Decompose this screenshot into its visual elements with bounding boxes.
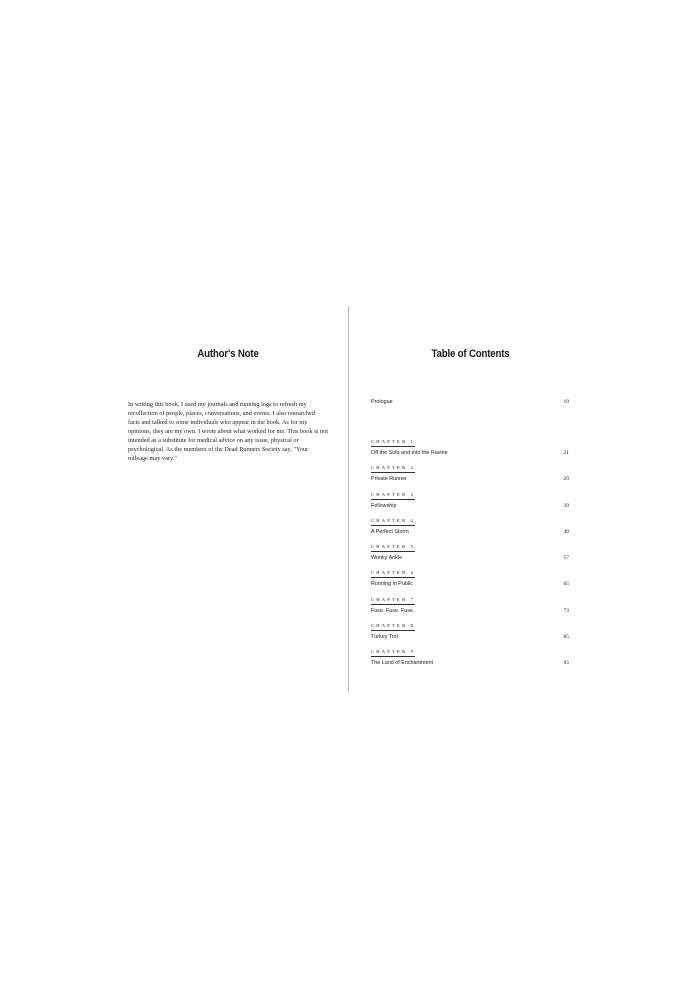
toc-entry-page: 39 (563, 502, 569, 509)
chapter-label: CHAPTER 5 (371, 544, 415, 552)
toc-entry-chapter-1[interactable] (371, 430, 570, 456)
toc-entry-page: 29 (563, 476, 569, 483)
toc-entry-title: Running in Public (371, 581, 413, 588)
toc-entry-title: Fuse. Fuse. Fuse. (371, 607, 415, 614)
toc-heading: Table of Contents (431, 348, 510, 360)
toc-entry-chapter-5[interactable] (371, 535, 570, 561)
toc-entry-title: Turkey Trot (371, 634, 399, 641)
toc-entry-title: Wonky Ankle (371, 555, 403, 562)
chapter-label: CHAPTER 8 (371, 623, 415, 631)
toc-entry-page: 85 (563, 634, 569, 641)
toc-entry-title: The Land of Enchantment (371, 660, 434, 667)
toc-entry-chapter-7[interactable] (371, 588, 570, 614)
toc-entry-chapter-4[interactable] (371, 509, 570, 535)
toc-entry-chapter-6[interactable] (371, 561, 570, 587)
authors-note-body: In writing this book, I used my journals and running logs to refresh my recollection of people, places, conversations, and events. I also researched facts and talked to some individuals who appear in the book. As for my opinions, they are my own. I wrote about what worked for me. This book is not intended as a substitute for medical advice on any issue, physical or psychological. As the members of the Dead Runners Society say, "Your mileage may vary." (128, 401, 328, 462)
toc-entry-chapter-3[interactable] (371, 483, 570, 509)
toc-entry-title: Prologue (371, 399, 393, 405)
toc-entry-chapter-8[interactable] (371, 614, 570, 640)
toc-entry-page: 57 (563, 555, 569, 562)
toc-entry-page: 49 (563, 528, 569, 535)
page-gutter-divider (348, 306, 349, 692)
authors-note-page (128, 340, 328, 469)
chapter-label: CHAPTER 9 (371, 649, 415, 657)
chapter-label: CHAPTER 4 (371, 518, 415, 526)
chapter-label: CHAPTER 1 (371, 439, 415, 447)
toc-entry-page: 21 (563, 450, 569, 456)
authors-note-heading: Author's Note (197, 348, 259, 360)
toc-entry-page: 19 (563, 399, 569, 405)
toc-entry-title: Off the Sofa and into the Ravine (371, 450, 448, 456)
toc-entry-title: Fellowship (371, 502, 397, 509)
toc-entry-page: 73 (563, 607, 569, 614)
toc-entry-chapter-2[interactable] (371, 456, 570, 482)
chapter-label: CHAPTER 6 (371, 570, 415, 578)
chapter-label: CHAPTER 3 (371, 492, 415, 500)
toc-entry-title: Private Runner (371, 476, 407, 483)
toc-list (371, 398, 570, 667)
toc-entry-page: 95 (563, 660, 569, 667)
table-of-contents-page (371, 340, 570, 667)
toc-entry-prologue[interactable] (371, 398, 570, 406)
toc-entry-page: 65 (563, 581, 569, 588)
chapter-label: CHAPTER 2 (371, 465, 415, 473)
chapter-label: CHAPTER 7 (371, 597, 415, 605)
toc-entry-title: A Perfect Storm (371, 528, 409, 535)
toc-entry-chapter-9[interactable] (371, 640, 570, 666)
